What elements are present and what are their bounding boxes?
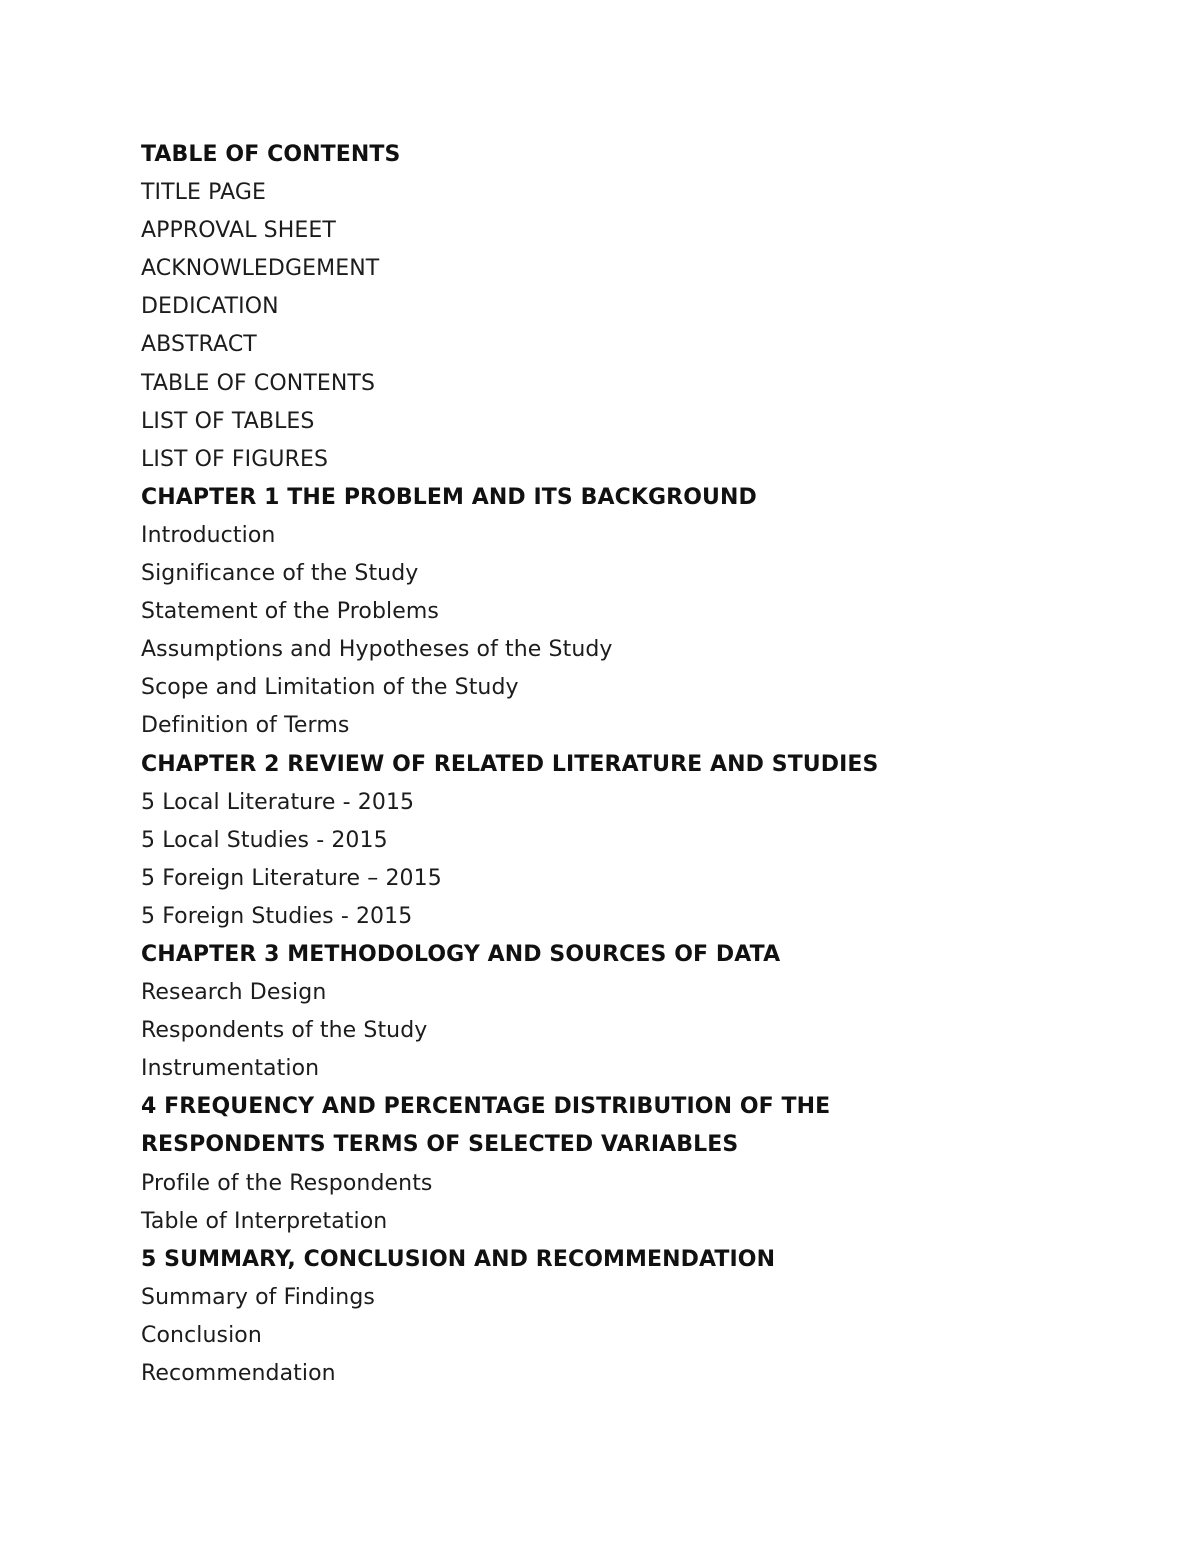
toc-entry-list-of-figures: LIST OF FIGURES bbox=[141, 446, 329, 472]
chapter-5-item: Summary of Findings bbox=[141, 1284, 375, 1310]
chapter-1-item: Definition of Terms bbox=[141, 713, 350, 739]
chapter-1-item: Introduction bbox=[141, 522, 276, 548]
chapter-5-item: Conclusion bbox=[141, 1322, 262, 1348]
chapter-1-item: Significance of the Study bbox=[141, 561, 419, 587]
toc-entry-abstract: ABSTRACT bbox=[141, 332, 257, 358]
toc-entry-title-page: TITLE PAGE bbox=[141, 180, 266, 206]
chapter-1-item: Assumptions and Hypotheses of the Study bbox=[141, 637, 613, 663]
chapter-1-heading: CHAPTER 1 THE PROBLEM AND ITS BACKGROUND bbox=[141, 484, 757, 510]
chapter-3-item: Respondents of the Study bbox=[141, 1018, 428, 1044]
toc-title: TABLE OF CONTENTS bbox=[141, 142, 401, 167]
chapter-2-item: 5 Foreign Literature – 2015 bbox=[141, 865, 442, 891]
chapter-2-item: 5 Foreign Studies - 2015 bbox=[141, 903, 413, 929]
chapter-2-item: 5 Local Studies - 2015 bbox=[141, 827, 388, 853]
chapter-4-item: Profile of the Respondents bbox=[141, 1170, 433, 1196]
chapter-3-item: Instrumentation bbox=[141, 1056, 320, 1082]
toc-entry-approval-sheet: APPROVAL SHEET bbox=[141, 218, 336, 244]
chapter-1-item: Scope and Limitation of the Study bbox=[141, 675, 519, 701]
chapter-3-item: Research Design bbox=[141, 980, 327, 1006]
table-of-contents bbox=[141, 136, 1101, 1393]
toc-entry-table-of-contents: TABLE OF CONTENTS bbox=[141, 370, 376, 396]
chapter-2-item: 5 Local Literature - 2015 bbox=[141, 789, 415, 815]
chapter-4-item: Table of Interpretation bbox=[141, 1208, 388, 1234]
toc-entry-list-of-tables: LIST OF TABLES bbox=[141, 408, 315, 434]
chapter-4-heading-continued: RESPONDENTS TERMS OF SELECTED VARIABLES bbox=[141, 1132, 739, 1158]
chapter-5-heading: 5 SUMMARY, CONCLUSION AND RECOMMENDATION bbox=[141, 1246, 776, 1272]
chapter-4-heading: 4 FREQUENCY AND PERCENTAGE DISTRIBUTION OF THE bbox=[141, 1094, 831, 1120]
toc-entry-dedication: DEDICATION bbox=[141, 294, 279, 320]
chapter-1-item: Statement of the Problems bbox=[141, 599, 439, 625]
chapter-5-item: Recommendation bbox=[141, 1361, 336, 1386]
chapter-2-heading: CHAPTER 2 REVIEW OF RELATED LITERATURE AND STUDIES bbox=[141, 751, 879, 777]
chapter-3-heading: CHAPTER 3 METHODOLOGY AND SOURCES OF DATA bbox=[141, 941, 781, 967]
toc-entry-acknowledgement: ACKNOWLEDGEMENT bbox=[141, 256, 380, 282]
